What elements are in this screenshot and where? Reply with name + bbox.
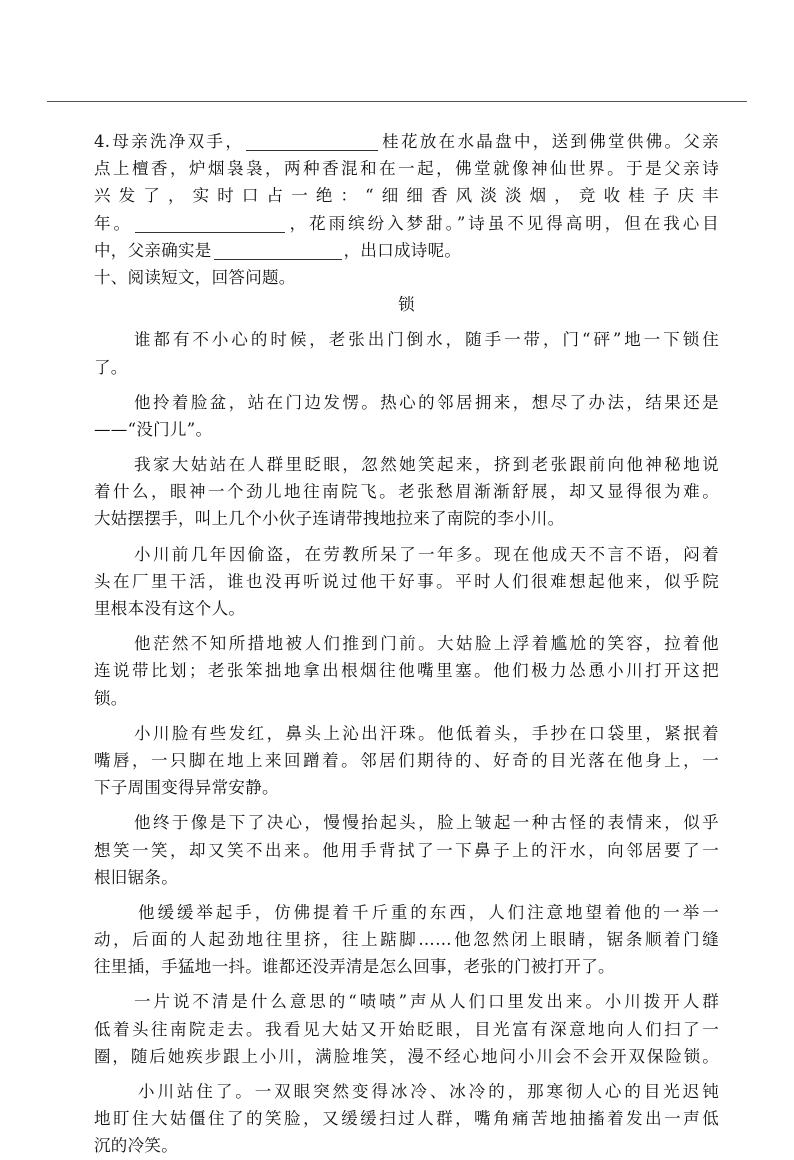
answer-blank-2[interactable] xyxy=(135,214,285,233)
q4-line-1: 4.母亲洗净双手， 桂花放在水晶盘中，送到佛堂供佛。父亲 xyxy=(94,132,719,151)
answer-blank-3[interactable] xyxy=(214,241,342,260)
q4-line-3: 兴发了，实时口占一绝：“细细香风淡淡烟，竞收桂子庆丰 xyxy=(94,186,719,206)
q4-line-2: 点上檀香，炉烟袅袅，两种香混和在一起，佛堂就像神仙世界。于是父亲诗 xyxy=(94,159,719,179)
paragraph-9: 一片说不清是什么意思的“啧啧”声从人们口里发出来。小川拨开人群 低着头往南院走去。我看见大姑又开始眨眼，目光富有深意地向人们扫了一 圈，随后她疾步跟上小川，满脸堆笑，漫不经心地问小川会不会开双保险锁。 xyxy=(94,992,719,1066)
paragraph-10: 小川站住了。一双眼突然变得冰冷、冰冷的，那寒彻人心的目光迟钝 地盯住大姑僵住了的笑脸，又缓缓扫过人群，嘴角痛苦地抽搐着发出一声低 沉的冷笑。 xyxy=(94,1082,719,1156)
page-content xyxy=(94,128,719,1160)
answer-blank-1[interactable] xyxy=(246,132,378,151)
paragraph-1: 谁都有不小心的时候，老张出门倒水，随手一带，门“砰”地一下锁住 了。 xyxy=(94,330,719,377)
section-heading: 十、阅读短文，回答问题。 xyxy=(94,267,296,287)
paragraph-6: 小川脸有些发红，鼻头上沁出汗珠。他低着头，手抄在口袋里，紧抿着 嘴唇，一只脚在地上来回蹭着。邻居们期待的、好奇的目光落在他身上，一 下子周围变得异常安静。 xyxy=(94,723,719,798)
paragraph-7: 他终于像是下了决心，慢慢抬起头，脸上皱起一种古怪的表情来，似乎 想笑一笑，却又笑不出来。他用手背拭了一下鼻子上的汗水，向邻居要了一 根旧锯条。 xyxy=(94,813,719,887)
story-title: 锁 xyxy=(398,295,415,315)
q4-line-5: 中，父亲确实是 ，出口成诗呢。 xyxy=(94,240,462,260)
paragraph-5: 他茫然不知所措地被人们推到门前。大姑脸上浮着尴尬的笑容，拉着他 连说带比划；老张笨拙地拿出根烟往他嘴里塞。他们极力怂恿小川打开这把 锁。 xyxy=(94,634,719,708)
q4-line-4: 年。 ，花雨缤纷入梦甜。”诗虽不见得高明，但在我心目 xyxy=(94,213,719,233)
paragraph-8: 他缓缓举起手，仿佛提着千斤重的东西，人们注意地望着他的一举一 动，后面的人起劲地往里挤，往上踮脚……他忽然闭上眼睛，锯条顺着门缝 往里插，手猛地一抖。谁都还没弄清是怎么回事，老张的门被打开了。 xyxy=(94,902,719,977)
paragraph-3: 我家大姑站在人群里眨眼，忽然她笑起来，挤到老张跟前向他神秘地说 着什么，眼神一个劲儿地往南院飞。老张愁眉渐渐舒展，却又显得很为难。 大姑摆摆手，叫上几个小伙子连请带拽地拉来了南院的李小川。 xyxy=(94,455,719,529)
header-rule xyxy=(47,101,747,102)
paragraph-4: 小川前几年因偷盗，在劳教所呆了一年多。现在他成天不言不语，闷着 头在厂里干活，谁也没再听说过他干好事。平时人们很难想起他来，似乎院 里根本没有这个人。 xyxy=(94,544,719,618)
paragraph-2: 他拎着脸盆，站在门边发愣。热心的邻居拥来，想尽了办法，结果还是 ——“没门儿”。 xyxy=(94,392,719,439)
